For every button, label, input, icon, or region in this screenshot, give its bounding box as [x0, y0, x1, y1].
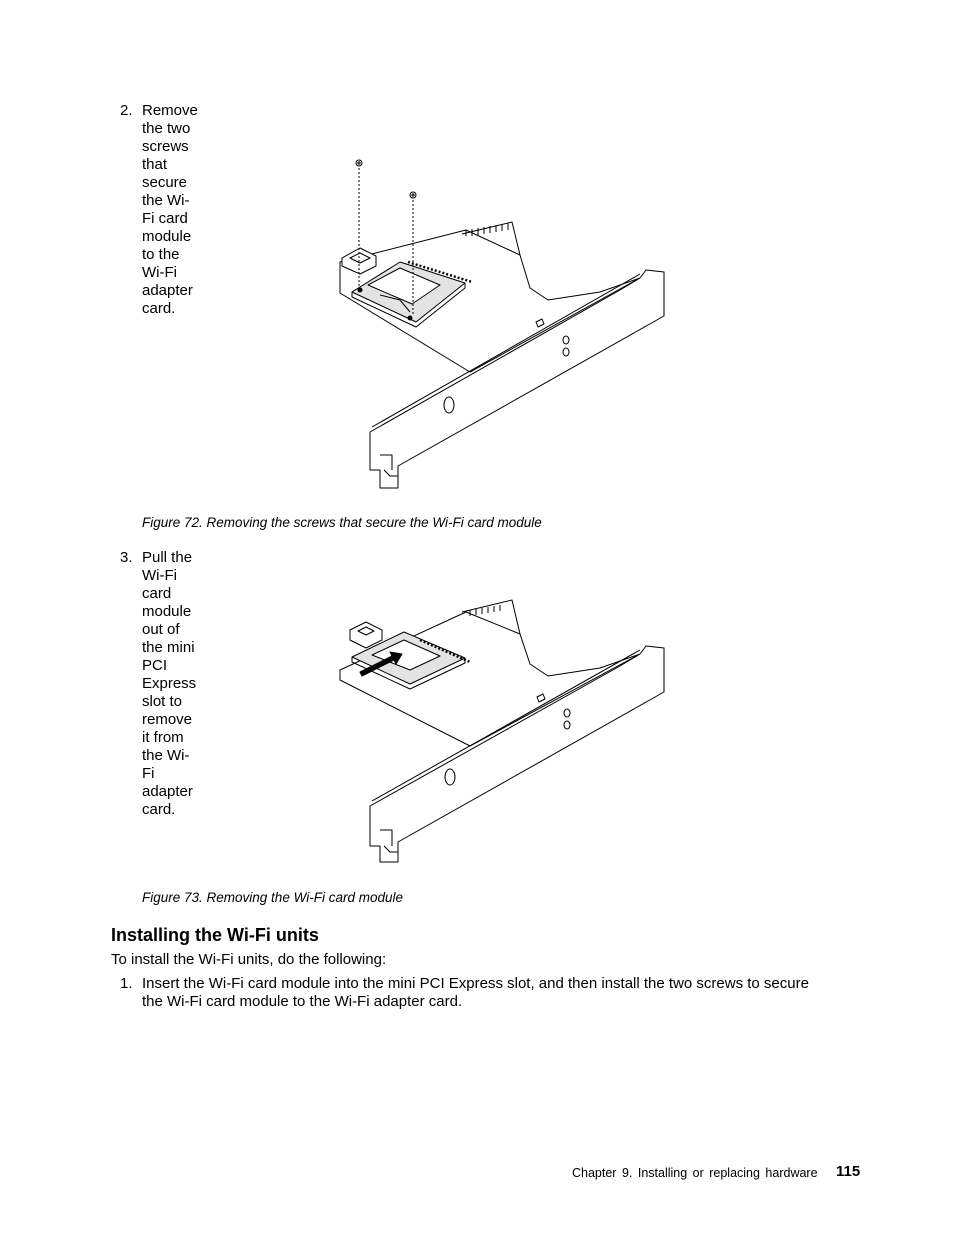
step-number: 2.: [120, 102, 133, 119]
step-text-line-1: Insert the Wi-Fi card module into the mini PCI Express slot, and then install the two screws to secure: [142, 975, 809, 992]
step-number: 1.: [120, 975, 133, 992]
figure-72-illustration: [330, 150, 675, 495]
step-number: 3.: [120, 549, 133, 566]
section-intro: To install the Wi-Fi units, do the following:: [111, 951, 387, 968]
footer-chapter-title: Chapter 9. Installing or replacing hardware: [572, 1166, 818, 1180]
figure-73-caption: Figure 73. Removing the Wi-Fi card module: [142, 890, 403, 905]
step-text-line-2: the Wi-Fi card module to the Wi-Fi adapter card.: [142, 993, 463, 1010]
page-number: 115: [836, 1163, 861, 1180]
step-text: Pull the Wi-Fi card module out of the mini PCI Express slot to remove it from the Wi-Fi adapter card.: [142, 549, 197, 818]
section-heading: Installing the Wi-Fi units: [111, 925, 319, 945]
step-text: Remove the two screws that secure the Wi-Fi card module to the Wi-Fi adapter card.: [142, 102, 198, 317]
figure-73-illustration: [330, 598, 675, 868]
figure-72-caption: Figure 72. Removing the screws that secure the Wi-Fi card module: [142, 515, 542, 530]
